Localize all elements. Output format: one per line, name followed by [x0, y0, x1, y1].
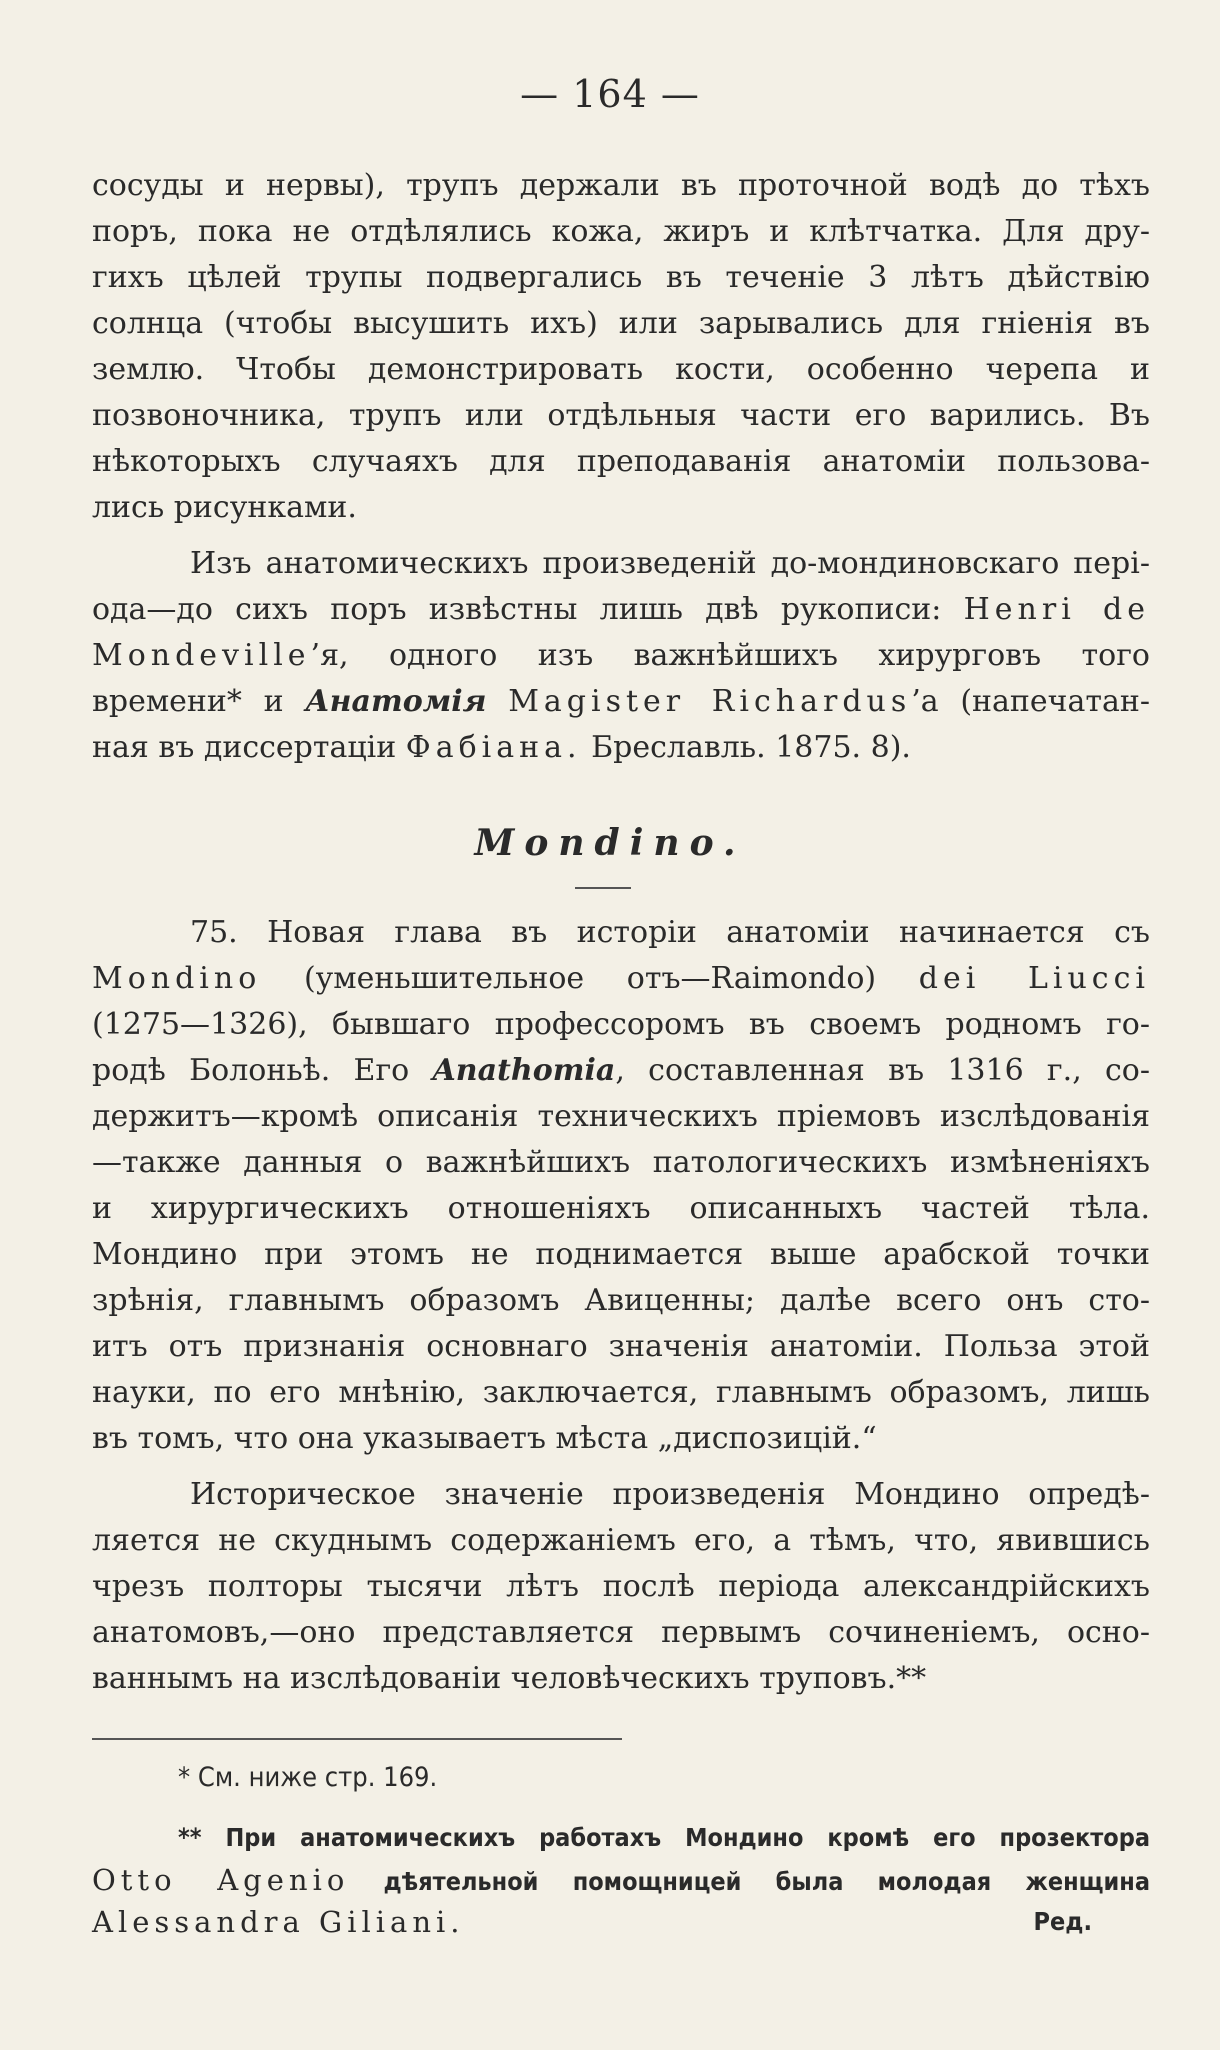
- title-italic: Анатомія: [305, 684, 487, 719]
- author-name: Mondino: [92, 961, 262, 996]
- text-line: анатомовъ,—оно представляется первымъ сочиненіемъ, осно-: [92, 1615, 1150, 1650]
- footnote-2-line: [92, 1859, 1150, 1901]
- text-line: Мондино при этомъ не поднимается выше арабской точки: [92, 1237, 1150, 1272]
- text-line: и хирургическихъ отношеніяхъ описанныхъ частей тѣла.: [92, 1191, 1150, 1226]
- text-line: солнца (чтобы высушить ихъ) или зарывались для гніенія въ: [92, 306, 1150, 341]
- text-line: чрезъ полторы тысячи лѣтъ послѣ періода александрійскихъ: [92, 1569, 1150, 1604]
- text-line: [92, 1048, 1150, 1094]
- text-line: итъ отъ признанія основнаго значенія анатоміи. Польза этой: [92, 1329, 1150, 1364]
- text-line: 75. Новая глава въ исторіи анатоміи начинается съ: [190, 915, 1150, 950]
- text-span: родѣ Болоньѣ. Его: [92, 1053, 410, 1088]
- text-line: поръ, пока не отдѣлялись кожа, жиръ и клѣтчатка. Для дру-: [92, 214, 1150, 249]
- author-name: Mondeville: [92, 638, 311, 673]
- text-line: нѣкоторыхъ случаяхъ для преподаванія анатоміи пользова-: [92, 444, 1150, 479]
- text-line: сосуды и нервы), трупъ держали въ проточной водѣ до тѣхъ: [92, 168, 1150, 203]
- footnote-2-line: ** При анатомическихъ работахъ Мондино кромѣ его прозектора: [178, 1823, 1150, 1852]
- editor-mark: Ред.: [1033, 1907, 1092, 1936]
- text-line: въ томъ, что она указываетъ мѣста „диспозицій.“: [92, 1421, 877, 1456]
- text-span: ная въ диссертаціи: [92, 730, 397, 765]
- text-span: Бреславль. 1875. 8).: [591, 730, 911, 765]
- text-line: [92, 956, 1150, 1002]
- text-line: науки, по его мнѣнію, заключается, главнымъ образомъ, лишь: [92, 1375, 1150, 1410]
- author-name: Alessandra Giliani.: [92, 1905, 465, 1939]
- text-line: лись рисунками.: [92, 490, 357, 525]
- footnote-2-line: [92, 1901, 1092, 1943]
- author-name: Фабіана.: [405, 730, 582, 765]
- text-line: [92, 725, 1150, 771]
- text-span: ’я, одного изъ важнѣйшихъ хирурговъ того: [310, 638, 1150, 673]
- text-line: (1275—1326), бывшаго профессоромъ въ своемъ родномъ го-: [92, 1007, 1150, 1042]
- author-name: Henri de: [963, 592, 1150, 627]
- text-span: (уменьшительное отъ—Raimondo): [303, 961, 877, 996]
- text-span: дѣятельной помощницей была молодая женщина: [383, 1867, 1151, 1896]
- text-line: [92, 587, 1150, 633]
- title-italic: Anathomia: [432, 1053, 616, 1088]
- text-line: [92, 633, 1150, 679]
- text-line: Изъ анатомическихъ произведеній до-мондиновскаго пері-: [190, 546, 1150, 581]
- text-line: ваннымъ на изслѣдованіи человѣческихъ труповъ.**: [92, 1661, 927, 1696]
- text-line: позвоночника, трупъ или отдѣльныя части его варились. Въ: [92, 398, 1150, 433]
- text-span: , составленная въ 1316 г., со-: [615, 1053, 1151, 1088]
- text-line: ляется не скуднымъ содержаніемъ его, а тѣмъ, что, явившись: [92, 1523, 1150, 1558]
- text-line: зрѣнія, главнымъ образомъ Авиценны; далѣе всего онъ сто-: [92, 1283, 1150, 1318]
- footnote-1: * См. ниже стр. 169.: [178, 1762, 438, 1793]
- text-line: —также данныя о важнѣйшихъ патологическихъ измѣненіяхъ: [92, 1145, 1150, 1180]
- text-span: ода—до сихъ поръ извѣстны лишь двѣ рукописи:: [92, 592, 942, 627]
- text-line: Историческое значеніе произведенія Мондино опредѣ-: [190, 1477, 1150, 1512]
- text-line: держитъ—кромѣ описанія техническихъ пріемовъ изслѣдованія: [92, 1099, 1150, 1134]
- text-line: гихъ цѣлей трупы подвергались въ теченіе 3 лѣтъ дѣйствію: [92, 260, 1150, 295]
- section-heading: Mondino.: [474, 822, 746, 864]
- text-span: времени* и: [92, 684, 284, 719]
- heading-divider: [575, 887, 631, 889]
- author-name: dei Liucci: [918, 961, 1150, 996]
- page-number: — 164 —: [520, 72, 700, 116]
- text-line: [92, 679, 1150, 725]
- text-span: ’a (напечатан-: [911, 684, 1150, 719]
- author-name: Otto Agenio: [92, 1863, 350, 1897]
- author-name: Magister Richardus: [508, 684, 912, 719]
- footnote-divider: [92, 1738, 622, 1740]
- text-line: землю. Чтобы демонстрировать кости, особенно черепа и: [92, 352, 1150, 387]
